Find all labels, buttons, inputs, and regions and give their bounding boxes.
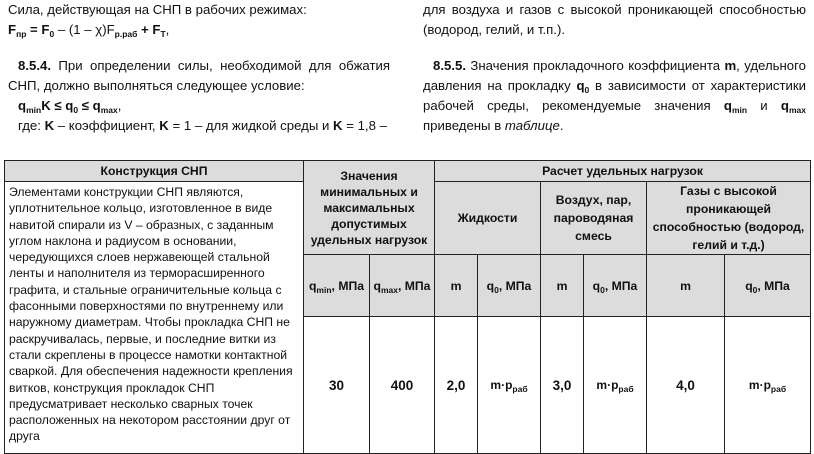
paragraph-8-5-5: 8.5.5. Значения прокладочного коэффициента m, удельного давления на прокладку $q_0$ в зависимости от характеристики рабочей среды, рекомендуемые значения $q_{min}$ и $q_{max}$ приведены в таблице. xyxy=(423,58,807,133)
header-load-limits: Значения минимальных и максимальных допустимых удельных нагрузок xyxy=(304,161,435,255)
q0-gas-value: $m\cdot p_{раб}$ xyxy=(725,317,811,454)
header-construction: Конструкция СНП xyxy=(5,161,304,182)
construction-description: Элементами конструкции СНП являются, уплотнительное кольцо, изготовленное в виде навитой спирали из V – образных, с заданным углом наклона и радиусом в основании, чередующихся слоев нержавеющей стальной ленты и наполнителя из терморасширенного графита, и стальные ограничительные кольца с фасонными поверхностями по внутреннему или наружному диаметрам. Чтобы прокладка СНП не раскручивалась, первые, и последние витки из стали скреплены в процессе намотки контактной сваркой. Для обеспечения надежности крепления витков, конструкция прокладок СНП предусматривает несколько сварных точек расположенных на некотором расстоянии друг от друга xyxy=(5,182,304,454)
header-qmax: $q_{max}$, МПа xyxy=(370,255,435,317)
m-liquid-value: 2,0 xyxy=(435,317,478,454)
q0-liquid-value: $m\cdot p_{раб}$ xyxy=(478,317,541,454)
header-q0-air: $q_0$, МПа xyxy=(584,255,647,317)
header-liquids: Жидкости xyxy=(435,182,541,255)
header-air-steam: Воздух, пар, пароводяная смесь xyxy=(541,182,647,255)
header-m-gas: m xyxy=(647,255,725,317)
condition-formula: $q_{min}K \le q_0 \le q_{max}$, xyxy=(18,98,122,115)
header-load-calculation: Расчет удельных нагрузок xyxy=(435,161,811,182)
q0-air-value: $m\cdot p_{раб}$ xyxy=(584,317,647,454)
force-formula: $F_{пр} = F_0 - (1 - \chi)F_{р.раб} + F_Т$, xyxy=(8,22,170,39)
gasket-load-table xyxy=(4,160,811,454)
m-air-value: 3,0 xyxy=(541,317,584,454)
gas-continuation: для воздуха и газов с высокой проникающей способностью (водород, гелий, и т.п.). xyxy=(423,2,806,37)
header-q0-liquid: $q_0$, МПа xyxy=(478,255,541,317)
m-gas-value: 4,0 xyxy=(647,317,725,454)
where-definition: где: K – коэффициент, K = 1 – для жидкой среды и K = 1,8 – xyxy=(18,118,387,133)
header-m-liquid: m xyxy=(435,255,478,317)
qmin-value: 30 xyxy=(304,317,370,454)
header-q0-gas: $q_0$, МПа xyxy=(725,255,811,317)
left-text-column xyxy=(8,0,390,136)
header-qmin: $q_{min}$, МПа xyxy=(304,255,370,317)
header-m-air: m xyxy=(541,255,584,317)
qmax-value: 400 xyxy=(370,317,435,454)
force-intro: Сила, действующая на СНП в рабочих режимах: xyxy=(8,2,307,17)
header-gases: Газы с высокой проникающей способностью (водород, гелий и т.д.) xyxy=(647,182,811,255)
right-text-column xyxy=(423,0,806,136)
paragraph-8-5-4: 8.5.4. При определении силы, необходимой для обжатия СНП, должно выполняться следующее условие: xyxy=(8,58,390,93)
